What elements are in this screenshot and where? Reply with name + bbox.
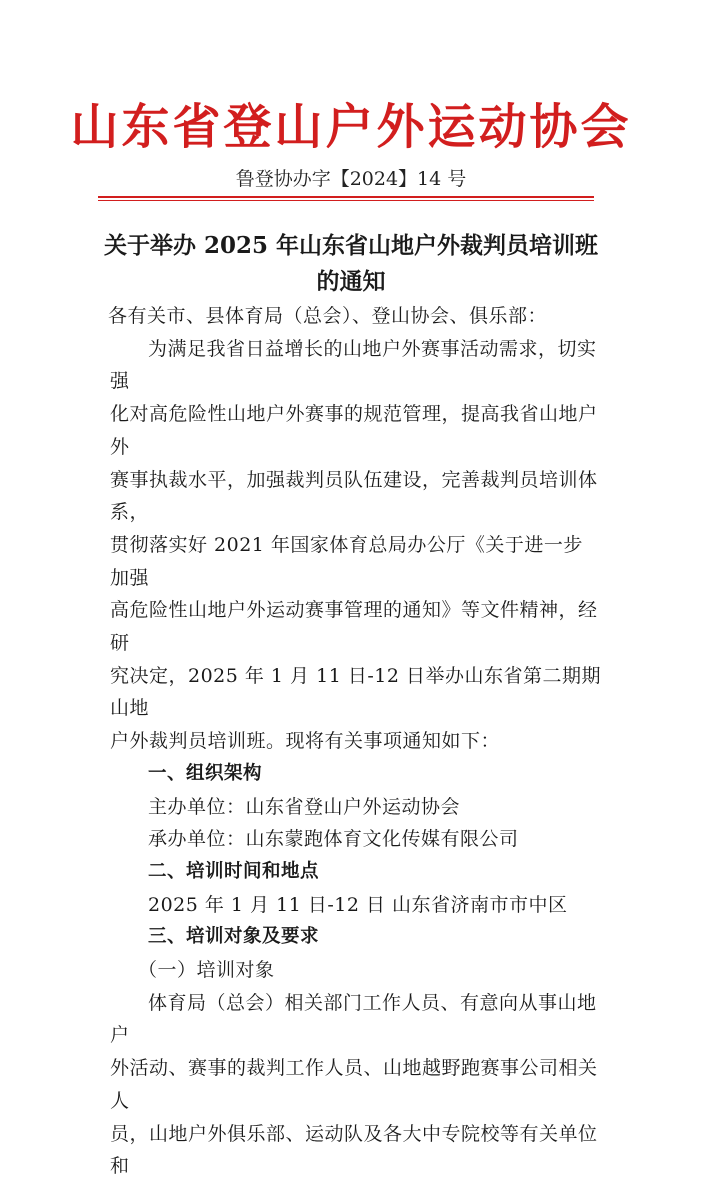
notice-body bbox=[110, 300, 602, 1183]
section-heading-2: 二、培训时间和地点 bbox=[148, 860, 320, 882]
intro-line: 化对高危险性山地户外赛事的规范管理，提高我省山地户外 bbox=[110, 403, 598, 458]
intro-line: 贯彻落实好 2021 年国家体育总局办公厅《关于进一步加强 bbox=[110, 533, 583, 589]
red-divider-line bbox=[98, 196, 594, 201]
section-heading-1: 一、组织架构 bbox=[148, 762, 263, 784]
section-heading-3: 三、培训对象及要求 bbox=[148, 926, 320, 948]
time-place-line: 2025 年 1 月 11 日-12 日 山东省济南市市中区 bbox=[148, 893, 568, 916]
target-line: 外活动、赛事的裁判工作人员、山地越野跑赛事公司相关人 bbox=[110, 1057, 598, 1112]
intro-line: 高危险性山地户外运动赛事管理的通知》等文件精神，经研 bbox=[110, 599, 598, 655]
subsection-heading-1: （一）培训对象 bbox=[138, 959, 275, 982]
intro-line: 赛事执裁水平，加强裁判员队伍建设，完善裁判员培训体系， bbox=[110, 468, 598, 524]
organizer-line: 主办单位：山东省登山户外运动协会 bbox=[148, 795, 461, 818]
intro-line: 户外裁判员培训班。现将有关事项通知如下： bbox=[110, 730, 501, 753]
intro-line: 为满足我省日益增长的山地户外赛事活动需求，切实强 bbox=[110, 337, 597, 393]
salutation: 各有关市、县体育局（总会）、登山协会、俱乐部： bbox=[108, 305, 548, 327]
co-organizer-line: 承办单位：山东蒙跑体育文化传媒有限公司 bbox=[148, 828, 519, 851]
notice-title-line-1: 关于举办 2025 年山东省山地户外裁判员培训班 bbox=[103, 232, 599, 259]
organization-name: 山东省登山户外运动协会 bbox=[70, 99, 632, 155]
notice-title bbox=[70, 228, 632, 300]
document-number: 鲁登协办字【2024】14 号 bbox=[235, 168, 467, 190]
notice-title-line-2: 的通知 bbox=[316, 268, 386, 295]
target-line: 员，山地户外俱乐部、运动队及各大中专院校等有关单位和 bbox=[110, 1122, 598, 1178]
intro-line: 究决定，2025 年 1 月 11 日-12 日举办山东省第二期期山地 bbox=[110, 664, 601, 720]
target-line: 体育局（总会）相关部门工作人员、有意向从事山地户 bbox=[110, 991, 597, 1047]
